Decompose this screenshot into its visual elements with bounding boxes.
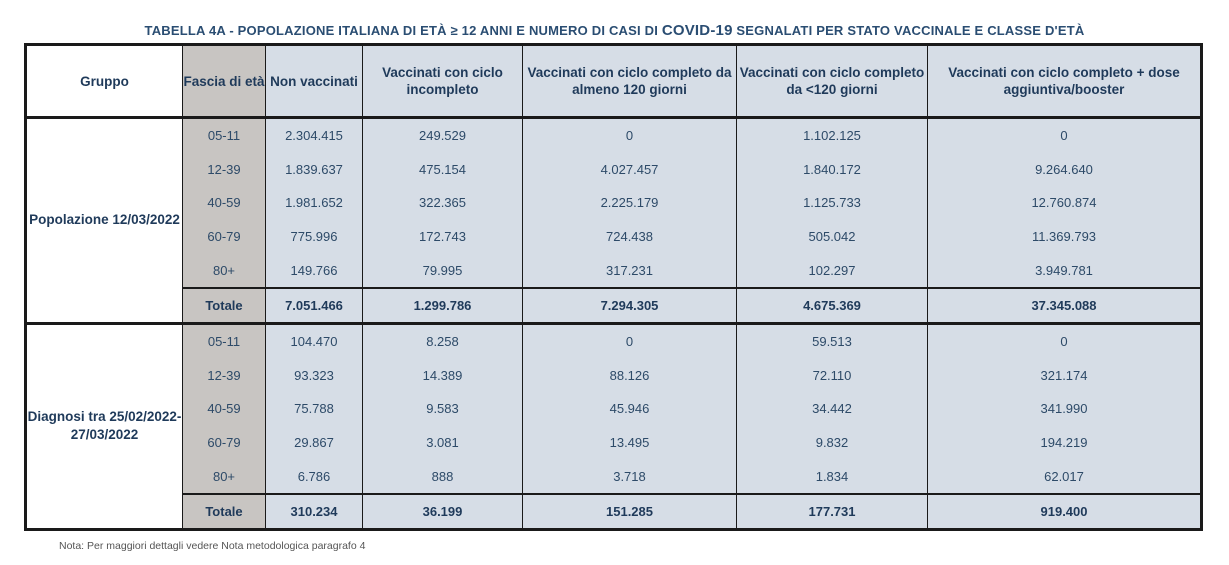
value-cell-completo-120: 45.946 bbox=[523, 392, 737, 426]
value-cell-incompleto: 9.583 bbox=[363, 392, 523, 426]
value-cell-incompleto: 172.743 bbox=[363, 220, 523, 254]
value-cell-incompleto: 475.154 bbox=[363, 153, 523, 187]
value-cell-incompleto: 322.365 bbox=[363, 186, 523, 220]
total-cell-non-vacc: 7.051.466 bbox=[266, 288, 363, 324]
age-band-cell: 05-11 bbox=[183, 323, 266, 358]
age-band-cell: 12-39 bbox=[183, 359, 266, 393]
table-row bbox=[26, 118, 1202, 153]
total-cell-completo-120: 151.285 bbox=[523, 494, 737, 530]
value-cell-non-vacc: 29.867 bbox=[266, 426, 363, 460]
value-cell-non-vacc: 75.788 bbox=[266, 392, 363, 426]
age-band-cell: 40-59 bbox=[183, 392, 266, 426]
total-cell-booster: 919.400 bbox=[928, 494, 1202, 530]
value-cell-booster: 11.369.793 bbox=[928, 220, 1202, 254]
header-completo-120: Vaccinati con ciclo completo da almeno 120 giorni bbox=[523, 45, 737, 118]
value-cell-completo-120: 724.438 bbox=[523, 220, 737, 254]
total-label: Totale bbox=[183, 288, 266, 324]
value-cell-completo-120: 2.225.179 bbox=[523, 186, 737, 220]
value-cell-completo-120: 13.495 bbox=[523, 426, 737, 460]
title-suffix: SEGNALATI PER STATO VACCINALE E CLASSE D'ETÀ bbox=[732, 23, 1085, 38]
value-cell-completo-lt120: 59.513 bbox=[737, 323, 928, 358]
group-label: Popolazione 12/03/2022 bbox=[26, 118, 183, 324]
value-cell-booster: 194.219 bbox=[928, 426, 1202, 460]
table-row bbox=[26, 459, 1202, 494]
age-band-cell: 12-39 bbox=[183, 153, 266, 187]
value-cell-completo-120: 88.126 bbox=[523, 359, 737, 393]
value-cell-completo-120: 4.027.457 bbox=[523, 153, 737, 187]
footnote: Nota: Per maggiori dettagli vedere Nota metodologica paragrafo 4 bbox=[59, 540, 366, 552]
value-cell-incompleto: 249.529 bbox=[363, 118, 523, 153]
table-row bbox=[26, 323, 1202, 358]
value-cell-completo-lt120: 1.125.733 bbox=[737, 186, 928, 220]
value-cell-completo-120: 0 bbox=[523, 323, 737, 358]
header-non-vaccinati: Non vaccinati bbox=[266, 45, 363, 118]
value-cell-non-vacc: 104.470 bbox=[266, 323, 363, 358]
total-cell-incompleto: 1.299.786 bbox=[363, 288, 523, 324]
value-cell-booster: 3.949.781 bbox=[928, 253, 1202, 288]
value-cell-incompleto: 79.995 bbox=[363, 253, 523, 288]
header-completo-lt120: Vaccinati con ciclo completo da <120 giorni bbox=[737, 45, 928, 118]
age-band-cell: 05-11 bbox=[183, 118, 266, 153]
value-cell-completo-120: 3.718 bbox=[523, 459, 737, 494]
title-prefix: TABELLA 4A - POPOLAZIONE ITALIANA DI ETÀ ≥ 12 ANNI E NUMERO DI CASI DI bbox=[144, 23, 662, 38]
value-cell-incompleto: 14.389 bbox=[363, 359, 523, 393]
header-booster: Vaccinati con ciclo completo + dose aggiuntiva/booster bbox=[928, 45, 1202, 118]
value-cell-booster: 9.264.640 bbox=[928, 153, 1202, 187]
value-cell-booster: 12.760.874 bbox=[928, 186, 1202, 220]
value-cell-non-vacc: 775.996 bbox=[266, 220, 363, 254]
value-cell-booster: 341.990 bbox=[928, 392, 1202, 426]
value-cell-incompleto: 888 bbox=[363, 459, 523, 494]
value-cell-incompleto: 3.081 bbox=[363, 426, 523, 460]
table-row bbox=[26, 153, 1202, 187]
value-cell-incompleto: 8.258 bbox=[363, 323, 523, 358]
age-band-cell: 80+ bbox=[183, 459, 266, 494]
total-cell-non-vacc: 310.234 bbox=[266, 494, 363, 530]
table-row bbox=[26, 186, 1202, 220]
table-row bbox=[26, 220, 1202, 254]
header-fascia: Fascia di età bbox=[183, 45, 266, 118]
value-cell-completo-lt120: 34.442 bbox=[737, 392, 928, 426]
age-band-cell: 80+ bbox=[183, 253, 266, 288]
value-cell-completo-lt120: 9.832 bbox=[737, 426, 928, 460]
value-cell-completo-lt120: 1.840.172 bbox=[737, 153, 928, 187]
header-row bbox=[26, 45, 1202, 118]
value-cell-booster: 0 bbox=[928, 118, 1202, 153]
total-label: Totale bbox=[183, 494, 266, 530]
total-cell-completo-lt120: 177.731 bbox=[737, 494, 928, 530]
value-cell-completo-lt120: 102.297 bbox=[737, 253, 928, 288]
value-cell-non-vacc: 1.839.637 bbox=[266, 153, 363, 187]
value-cell-booster: 321.174 bbox=[928, 359, 1202, 393]
header-incompleto: Vaccinati con ciclo incompleto bbox=[363, 45, 523, 118]
age-band-cell: 60-79 bbox=[183, 426, 266, 460]
value-cell-non-vacc: 2.304.415 bbox=[266, 118, 363, 153]
table-body bbox=[26, 118, 1202, 530]
value-cell-non-vacc: 93.323 bbox=[266, 359, 363, 393]
age-band-cell: 60-79 bbox=[183, 220, 266, 254]
group-label: Diagnosi tra 25/02/2022-27/03/2022 bbox=[26, 323, 183, 529]
age-band-cell: 40-59 bbox=[183, 186, 266, 220]
value-cell-completo-lt120: 1.102.125 bbox=[737, 118, 928, 153]
total-cell-incompleto: 36.199 bbox=[363, 494, 523, 530]
value-cell-completo-120: 317.231 bbox=[523, 253, 737, 288]
header-gruppo: Gruppo bbox=[26, 45, 183, 118]
total-cell-booster: 37.345.088 bbox=[928, 288, 1202, 324]
table-row bbox=[26, 359, 1202, 393]
total-cell-completo-120: 7.294.305 bbox=[523, 288, 737, 324]
value-cell-completo-lt120: 72.110 bbox=[737, 359, 928, 393]
vaccination-table bbox=[24, 43, 1203, 531]
total-cell-completo-lt120: 4.675.369 bbox=[737, 288, 928, 324]
total-row bbox=[26, 494, 1202, 530]
table-title bbox=[0, 22, 1229, 39]
value-cell-non-vacc: 149.766 bbox=[266, 253, 363, 288]
value-cell-completo-120: 0 bbox=[523, 118, 737, 153]
value-cell-completo-lt120: 505.042 bbox=[737, 220, 928, 254]
value-cell-non-vacc: 1.981.652 bbox=[266, 186, 363, 220]
title-covid: COVID-19 bbox=[661, 22, 733, 39]
value-cell-completo-lt120: 1.834 bbox=[737, 459, 928, 494]
table-row bbox=[26, 392, 1202, 426]
table-row bbox=[26, 426, 1202, 460]
value-cell-non-vacc: 6.786 bbox=[266, 459, 363, 494]
value-cell-booster: 62.017 bbox=[928, 459, 1202, 494]
table-row bbox=[26, 253, 1202, 288]
total-row bbox=[26, 288, 1202, 324]
value-cell-booster: 0 bbox=[928, 323, 1202, 358]
